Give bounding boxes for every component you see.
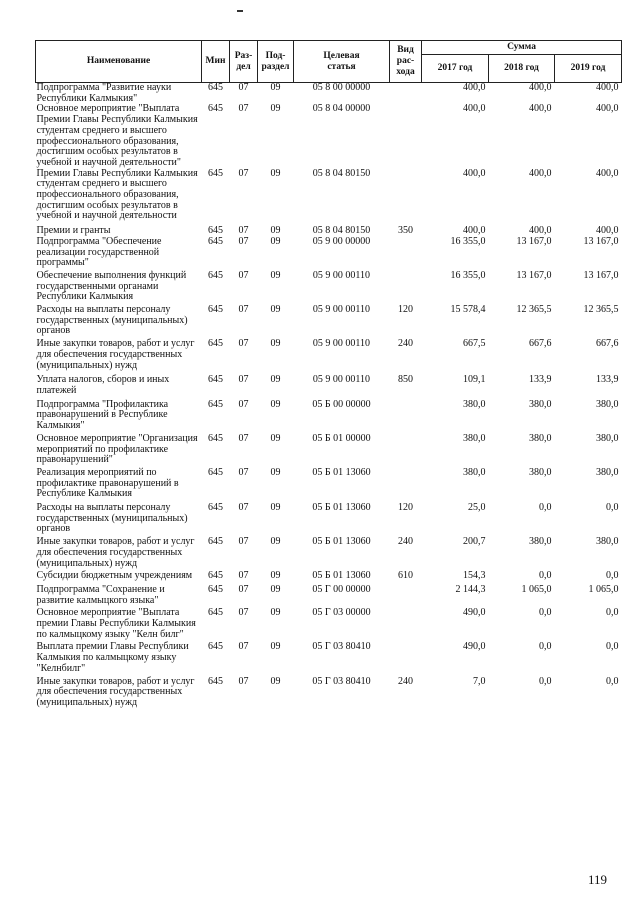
cell-cs: 05 8 00 00000 (312, 82, 371, 93)
table-row (36, 537, 622, 571)
cell-s2017: 7,0 (473, 675, 486, 687)
cell-s2017: 380,0 (463, 398, 486, 410)
cell-s2017: 400,0 (463, 167, 486, 179)
cell-vr: 120 (398, 304, 413, 316)
cell-s2019: 133,9 (596, 374, 619, 386)
cell-rz: 07 (238, 583, 249, 595)
col-vid-header: Вид рас- хода (390, 41, 422, 83)
cell-min: 645 (208, 398, 223, 410)
cell-s2018: 0,0 (539, 502, 552, 514)
cell-s2018: 0,0 (539, 675, 552, 687)
cell-s2019: 12 365,5 (583, 304, 619, 316)
cell-rz: 07 (238, 432, 249, 444)
col-2018-header: 2018 год (489, 55, 555, 83)
cell-s2018: 13 167,0 (516, 235, 552, 247)
cell-s2018: 133,9 (529, 374, 552, 386)
cell-rz: 07 (238, 466, 249, 478)
cell-name: Подпрограмма "Сохранение и развитие калмыцкого языка" (36, 583, 165, 606)
cell-cs: 05 Г 03 80410 (312, 641, 371, 653)
cell-s2019: 13 167,0 (583, 269, 619, 281)
table-row (36, 83, 622, 105)
cell-s2017: 380,0 (463, 432, 486, 444)
cell-min: 645 (208, 338, 223, 350)
cell-min: 645 (208, 82, 223, 93)
cell-s2017: 667,5 (463, 338, 486, 350)
cell-vr (390, 434, 422, 468)
cell-rz: 07 (238, 269, 249, 281)
table-header (36, 41, 622, 83)
cell-s2019: 380,0 (596, 432, 619, 444)
cell-s2018: 400,0 (529, 103, 552, 115)
cell-s2017: 490,0 (463, 607, 486, 619)
cell-min: 645 (208, 502, 223, 514)
cell-s2019: 0,0 (606, 502, 619, 514)
cell-s2018: 667,6 (529, 338, 552, 350)
cell-vr (390, 642, 422, 676)
cell-name: Премии и гранты (36, 225, 111, 237)
cell-name: Иные закупки товаров, работ и услуг для обеспечения государственных (муниципальных) нужд (36, 536, 195, 569)
cell-min: 645 (208, 432, 223, 444)
table-row (36, 571, 622, 585)
col-summa-header: Сумма (422, 41, 622, 55)
cell-s2017: 154,3 (463, 570, 486, 582)
cell-cs: 05 Г 03 00000 (312, 607, 371, 619)
col-2017-header: 2017 год (422, 55, 489, 83)
cell-rz: 07 (238, 235, 249, 247)
cell-name: Уплата налогов, сборов и иных платежей (36, 374, 170, 396)
cell-s2018: 1 065,0 (521, 583, 552, 595)
table-row (36, 104, 622, 168)
cell-pr: 09 (270, 432, 281, 444)
cell-pr: 09 (270, 235, 281, 247)
cell-rz: 07 (238, 225, 249, 237)
cell-s2017: 400,0 (463, 82, 486, 93)
cell-s2019: 380,0 (596, 398, 619, 410)
cell-s2018: 380,0 (529, 536, 552, 548)
cell-s2018: 13 167,0 (516, 269, 552, 281)
table-row (36, 400, 622, 434)
cell-s2018: 0,0 (539, 570, 552, 582)
cell-pr: 09 (270, 374, 281, 386)
cell-min: 645 (208, 304, 223, 316)
cell-name: Иные закупки товаров, работ и услуг для обеспечения государственных (муниципальных) нужд (36, 338, 195, 371)
table-row (36, 339, 622, 375)
cell-pr: 09 (270, 304, 281, 316)
cell-pr: 09 (270, 167, 281, 179)
cell-s2018: 0,0 (539, 641, 552, 653)
cell-pr: 09 (270, 225, 281, 237)
cell-rz: 07 (238, 641, 249, 653)
cell-vr: 240 (398, 536, 413, 548)
cell-s2018: 400,0 (529, 82, 552, 93)
cell-name: Подпрограмма "Развитие науки Республики Калмыкия" (36, 82, 172, 104)
cell-s2017: 15 578,4 (450, 304, 486, 316)
col-podrazdel-header: Под- раздел (258, 41, 294, 83)
cell-cs: 05 Б 01 13060 (312, 502, 371, 514)
cell-pr: 09 (270, 269, 281, 281)
table-row (36, 585, 622, 608)
cell-s2017: 400,0 (463, 103, 486, 115)
col-min-header: Мин (202, 41, 230, 83)
table-row (36, 271, 622, 305)
cell-vr: 240 (398, 675, 413, 687)
cell-s2018: 380,0 (529, 466, 552, 478)
cell-vr: 350 (398, 225, 413, 237)
cell-pr: 09 (270, 607, 281, 619)
cell-cs: 05 Г 03 80410 (312, 675, 371, 687)
cell-name: Подпрограмма "Профилактика правонарушений в Республике Калмыкия" (36, 398, 169, 432)
cell-vr: 850 (398, 374, 413, 386)
cell-name: Основное мероприятие "Выплата Премии Главы Республики Калмыкия студентам среднего и высшего профессионального образования, достигшим особых результатов в учебной и научной деятельности" (36, 103, 198, 168)
cell-name: Субсидии бюджетным учреждениям (36, 570, 193, 582)
cell-name: Выплата премии Главы Республики Калмыкия по калмыцкому языку "Келнбилг" (36, 641, 189, 674)
cell-cs: 05 Б 01 00000 (312, 432, 371, 444)
cell-s2019: 0,0 (606, 607, 619, 619)
col-target-header: Целевая статья (294, 41, 390, 83)
table-row (36, 305, 622, 339)
cell-cs: 05 Б 01 13060 (312, 536, 371, 548)
cell-s2019: 0,0 (606, 570, 619, 582)
cell-min: 645 (208, 235, 223, 247)
cell-vr: 610 (398, 570, 413, 582)
cell-rz: 07 (238, 374, 249, 386)
cell-s2017: 400,0 (463, 225, 486, 237)
cell-cs: 05 Г 00 00000 (312, 583, 371, 595)
table-row (36, 169, 622, 227)
cell-min: 645 (208, 225, 223, 237)
cell-s2019: 400,0 (596, 82, 619, 93)
cell-pr: 09 (270, 502, 281, 514)
cell-cs: 05 9 00 00000 (312, 235, 371, 247)
cell-cs: 05 Б 01 13060 (312, 570, 371, 582)
cell-cs: 05 9 00 00110 (312, 374, 371, 386)
budget-table (35, 40, 622, 709)
cell-rz: 07 (238, 103, 249, 115)
cell-s2019: 0,0 (606, 675, 619, 687)
cell-rz: 07 (238, 607, 249, 619)
budget-table-page (35, 40, 621, 709)
table-row (36, 375, 622, 399)
cell-s2019: 400,0 (596, 225, 619, 237)
cell-vr (390, 468, 422, 503)
cell-rz: 07 (238, 167, 249, 179)
cell-cs: 05 9 00 00110 (312, 269, 371, 281)
table-row (36, 608, 622, 642)
cell-cs: 05 Б 01 13060 (312, 466, 371, 478)
cell-rz: 07 (238, 536, 249, 548)
cell-vr (390, 83, 422, 105)
cell-name: Основное мероприятие "Выплата премии Главы Республики Калмыкия по калмыцкому языку "Келн билг" (36, 607, 196, 640)
cell-s2019: 0,0 (606, 641, 619, 653)
page-number: 119 (588, 872, 608, 887)
col-name-header: Наименование (36, 41, 202, 83)
cell-s2019: 400,0 (596, 103, 619, 115)
cell-cs: 05 8 04 00000 (312, 103, 371, 115)
cell-s2017: 16 355,0 (450, 269, 486, 281)
cell-pr: 09 (270, 82, 281, 93)
cell-vr (390, 104, 422, 168)
cell-s2018: 400,0 (529, 167, 552, 179)
cell-rz: 07 (238, 82, 249, 93)
cell-rz: 07 (238, 502, 249, 514)
cell-min: 645 (208, 570, 223, 582)
cell-min: 645 (208, 607, 223, 619)
cell-rz: 07 (238, 398, 249, 410)
cell-vr: 120 (398, 502, 413, 514)
cell-name: Расходы на выплаты персоналу государственных (муниципальных) органов (36, 304, 188, 337)
cell-pr: 09 (270, 466, 281, 478)
cell-pr: 09 (270, 583, 281, 595)
cell-cs: 05 8 04 80150 (312, 225, 371, 237)
cell-rz: 07 (238, 338, 249, 350)
cell-pr: 09 (270, 103, 281, 115)
cell-pr: 09 (270, 675, 281, 687)
cell-s2018: 12 365,5 (516, 304, 552, 316)
cell-s2018: 0,0 (539, 607, 552, 619)
cell-min: 645 (208, 675, 223, 687)
cell-cs: 05 9 00 00110 (312, 304, 371, 316)
table-row (36, 677, 622, 709)
table-row (36, 503, 622, 537)
cell-name: Подпрограмма "Обеспечение реализации государственной программы" (36, 235, 162, 269)
cell-rz: 07 (238, 675, 249, 687)
cell-pr: 09 (270, 570, 281, 582)
cell-rz: 07 (238, 304, 249, 316)
cell-min: 645 (208, 167, 223, 179)
cell-s2018: 380,0 (529, 398, 552, 410)
cell-s2019: 667,6 (596, 338, 619, 350)
cell-s2017: 490,0 (463, 641, 486, 653)
cell-name: Премии Главы Республики Калмыкия студентам среднего и высшего профессионального образования, достигшим особых результатов в учебной и научной деятельности (36, 167, 198, 222)
cell-cs: 05 8 04 80150 (312, 167, 371, 179)
col-razdel-header: Раз- дел (230, 41, 258, 83)
cell-pr: 09 (270, 536, 281, 548)
cell-s2018: 380,0 (529, 432, 552, 444)
cell-min: 645 (208, 269, 223, 281)
cell-min: 645 (208, 103, 223, 115)
cell-pr: 09 (270, 398, 281, 410)
cell-s2017: 380,0 (463, 466, 486, 478)
cell-s2017: 2 144,3 (455, 583, 486, 595)
cell-s2019: 1 065,0 (588, 583, 619, 595)
cell-vr (390, 169, 422, 227)
cell-cs: 05 Б 00 00000 (312, 398, 371, 410)
table-row (36, 237, 622, 271)
cell-name: Иные закупки товаров, работ и услуг для обеспечения государственных (муниципальных) нужд (36, 675, 195, 708)
cell-cs: 05 9 00 00110 (312, 338, 371, 350)
table-body (36, 83, 622, 709)
cell-vr (390, 608, 422, 642)
table-row (36, 642, 622, 676)
cell-pr: 09 (270, 338, 281, 350)
cell-name: Основное мероприятие "Организация мероприятий по профилактике правонарушений" (36, 432, 198, 466)
cell-s2017: 16 355,0 (450, 235, 486, 247)
cell-s2019: 13 167,0 (583, 235, 619, 247)
cell-min: 645 (208, 641, 223, 653)
cell-vr (390, 237, 422, 271)
cell-s2017: 25,0 (468, 502, 486, 514)
cell-s2018: 400,0 (529, 225, 552, 237)
cell-min: 645 (208, 374, 223, 386)
cell-rz: 07 (238, 570, 249, 582)
scan-mark (237, 10, 243, 12)
table-row (36, 468, 622, 503)
cell-s2019: 380,0 (596, 536, 619, 548)
cell-s2019: 380,0 (596, 466, 619, 478)
cell-name: Реализация мероприятий по профилактике правонарушений в Республике Калмыкия (36, 466, 179, 500)
cell-pr: 09 (270, 641, 281, 653)
cell-min: 645 (208, 536, 223, 548)
cell-min: 645 (208, 583, 223, 595)
cell-vr: 240 (398, 338, 413, 350)
cell-vr (390, 271, 422, 305)
cell-s2019: 400,0 (596, 167, 619, 179)
col-2019-header: 2019 год (555, 55, 622, 83)
cell-vr (390, 400, 422, 434)
cell-name: Расходы на выплаты персоналу государственных (муниципальных) органов (36, 502, 188, 535)
cell-s2017: 200,7 (463, 536, 486, 548)
cell-name: Обеспечение выполнения функций государственными органами Республики Калмыкия (36, 269, 187, 303)
cell-s2017: 109,1 (463, 374, 486, 386)
cell-vr (390, 585, 422, 608)
table-row (36, 434, 622, 468)
cell-min: 645 (208, 466, 223, 478)
